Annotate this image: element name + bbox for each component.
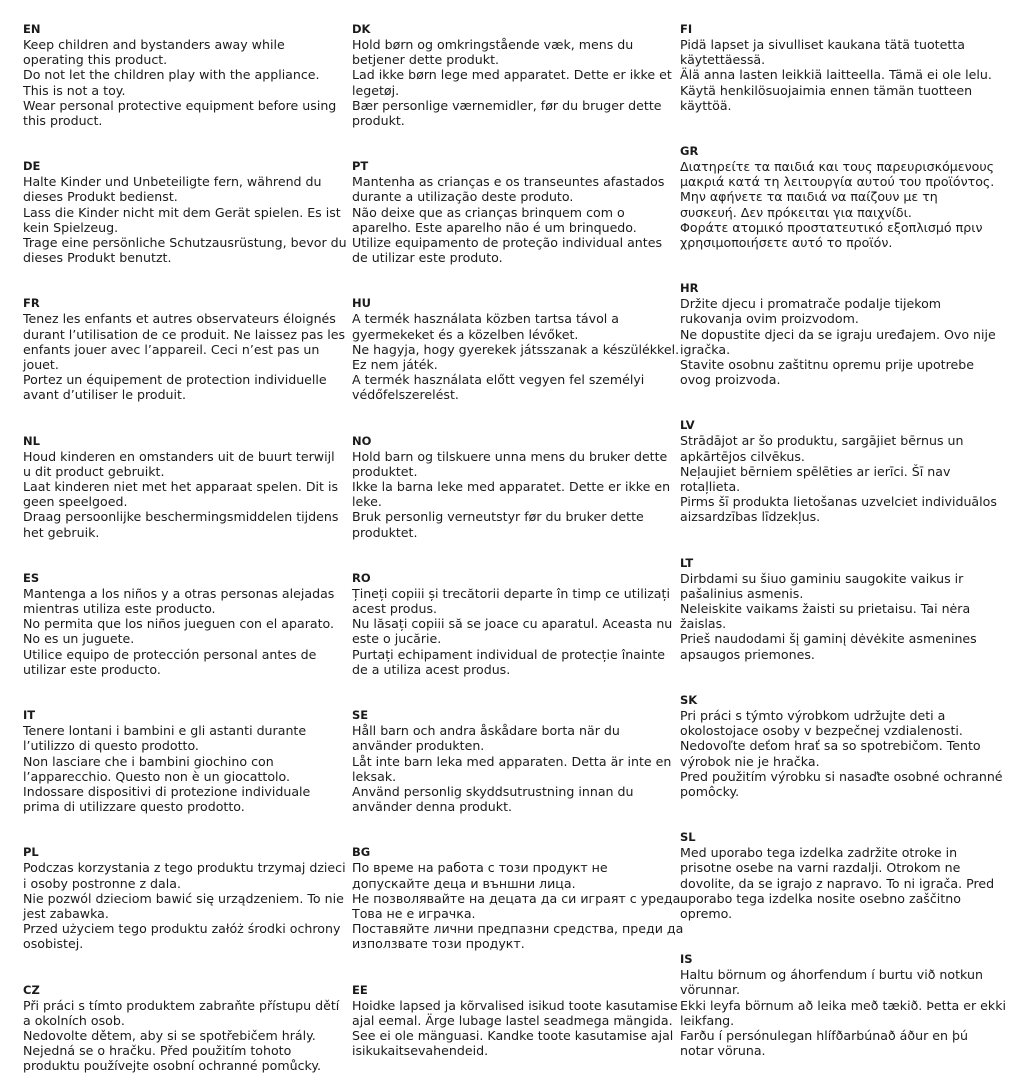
warning-section-sk <box>680 693 1010 799</box>
warning-line: dieses Produkt bedienst. <box>23 189 178 205</box>
warning-line: vörunnar. <box>680 982 741 998</box>
warning-section-se <box>352 708 674 814</box>
warning-line: Nejedná se o hračku. Před použitím tohoto <box>23 1043 292 1059</box>
language-code: SL <box>680 830 696 845</box>
warning-line: Indossare dispositivi di protezione individuale <box>23 783 311 799</box>
warning-line: Neleiskite vaikams žaisti su prietaisu. Tai nėra <box>680 601 971 617</box>
warning-section-lv <box>680 418 1010 524</box>
warning-line: Tenez les enfants et autres observateurs éloignés <box>23 311 336 327</box>
warning-section-sl <box>680 830 1010 921</box>
warning-line: No permita que los niños jueguen con el aparato. <box>23 616 335 632</box>
warning-line: uporabo tega izdelka nosite osebno zaščitno <box>680 890 961 906</box>
warning-line: Mantenha as crianças e os transeuntes afastados <box>352 174 665 190</box>
warning-line: Hoidke lapsed ja kõrvalised isikud toote kasutamise <box>352 997 678 1013</box>
warning-text <box>23 586 345 677</box>
column-2 <box>352 22 685 1059</box>
language-code: DK <box>352 22 371 36</box>
column-3 <box>680 22 1010 1058</box>
warning-line: Houd kinderen en omstanders uit de buurt terwijl <box>23 448 335 464</box>
warning-line: Trage eine persönliche Schutzausrüstung, bevor du <box>23 235 347 251</box>
warning-section-pt <box>352 159 674 265</box>
warning-line: Neļaujiet bērniem spēlēties ar ierīci. Šī nav <box>680 463 951 479</box>
warning-line: legetøj. <box>352 82 400 98</box>
warning-section-lt <box>680 556 1010 662</box>
warning-section-cz <box>23 983 345 1074</box>
warning-line: Låt inte barn leka med apparaten. Detta är inte en <box>352 753 672 769</box>
warning-line: apsaugos priemones. <box>680 646 815 662</box>
warning-line: μακριά κατά τη λειτουργία αυτού του προϊόντος. <box>680 174 995 190</box>
warning-line: notar vöruna. <box>680 1043 766 1059</box>
language-code: NO <box>352 433 372 448</box>
warning-text <box>680 37 1010 113</box>
warning-section-pl <box>23 845 345 951</box>
warning-line: produkt. <box>352 113 405 129</box>
warning-line: isikukaitsevahendeid. <box>352 1043 489 1059</box>
warning-text <box>680 433 1010 524</box>
warning-line: Ez nem játék. <box>352 357 438 373</box>
warning-section-es <box>23 571 345 677</box>
warning-line: Nu lăsați copiii să se joace cu aparatul. Aceasta nu <box>352 616 673 632</box>
warning-text <box>23 37 345 128</box>
warning-line: de a utiliza acest produs. <box>352 661 511 677</box>
warning-line: Bær personlige værnemidler, før du bruger dette <box>352 97 662 113</box>
warning-text <box>352 723 674 814</box>
warning-line: Utilize equipamento de proteção individual antes <box>352 235 663 251</box>
language-code: HR <box>680 281 699 296</box>
warning-line: osobistej. <box>23 936 84 952</box>
warning-text <box>23 998 345 1074</box>
language-code: FR <box>23 296 40 311</box>
warning-line: jest zabawka. <box>23 905 109 921</box>
language-code: DE <box>23 159 41 174</box>
warning-line: Hold barn og tilskuere unna mens du bruker dette <box>352 448 668 464</box>
warning-section-hr <box>680 281 1010 387</box>
warning-line: A termék használata közben tartsa távol a <box>352 311 619 327</box>
warning-line: Țineți copiii și trecătorii departe în timp ce utilizați <box>352 585 670 601</box>
language-code: IT <box>23 708 36 723</box>
warning-line: prisotne osebe na varni razdalji. Otrokom ne <box>680 860 961 876</box>
warning-line: acest produs. <box>352 601 438 617</box>
warning-line: rotaļlieta. <box>680 479 741 495</box>
warning-line: produktu používejte osobní ochranné pomůcky. <box>23 1058 322 1074</box>
warning-line: Ne hagyja, hogy gyerekek játsszanak a készülékkel. <box>352 341 680 357</box>
warning-text <box>680 708 1010 799</box>
warning-line: u dit product gebruikt. <box>23 463 165 479</box>
warning-line: aizsardzības līdzekļus. <box>680 509 821 525</box>
warning-line: Do not let the children play with the appliance. <box>23 67 320 83</box>
warning-line: Purtați echipament individual de protecție înainte <box>352 646 666 662</box>
warning-line: Portez un équipement de protection individuelle <box>23 372 327 388</box>
warning-section-no <box>352 434 674 540</box>
warning-line: výrobok nie je hračka. <box>680 753 820 769</box>
warning-line: Pidä lapset ja sivulliset kaukana tätä tuotetta <box>680 37 965 52</box>
warning-line: igračka. <box>680 341 731 357</box>
language-code: IS <box>680 952 693 967</box>
warning-line: Това не е играчка. <box>352 905 476 921</box>
warning-text <box>23 311 345 402</box>
warning-line: Ikke la barna leke med apparatet. Dette er ikke en <box>352 479 671 495</box>
warning-text <box>352 174 674 265</box>
warning-line: Tenere lontani i bambini e gli astanti durante <box>23 723 307 739</box>
warning-line: Držite djecu i promatrače podalje tijekom <box>680 296 942 312</box>
warning-section-en <box>23 22 345 128</box>
warning-text <box>23 860 345 951</box>
warning-line: apkārtējos cilvēkus. <box>680 448 805 464</box>
warning-line: Utilice equipo de protección personal antes de <box>23 646 317 662</box>
warning-line: A termék használata előtt vegyen fel személyi <box>352 372 645 388</box>
warning-section-nl <box>23 434 345 540</box>
warning-line: No es un juguete. <box>23 631 135 647</box>
warning-line: védőfelszerelést. <box>352 387 459 403</box>
language-code: GR <box>680 144 699 159</box>
warning-line: i osoby postronne z dala. <box>23 875 181 891</box>
warning-line: Non lasciare che i bambini giochino con <box>23 753 274 769</box>
warning-line: Διατηρείτε τα παιδιά και τους παρευρισκόμενους <box>680 159 995 175</box>
warning-line: Przed użyciem tego produktu załóż środki ochrony <box>23 921 341 937</box>
warning-line: Hold børn og omkringstående væk, mens du <box>352 37 634 52</box>
warning-line: използвате този продукт. <box>352 936 525 952</box>
warning-line: l’utilizzo di questo prodotto. <box>23 738 199 754</box>
warning-line: utilizar este producto. <box>23 661 161 677</box>
warning-section-ro <box>352 571 674 677</box>
warning-line: this product. <box>23 113 103 129</box>
language-code: ES <box>23 570 40 585</box>
warning-line: Podczas korzystania z tego produktu trzymaj dzieci <box>23 860 346 876</box>
warning-text <box>352 860 685 952</box>
warning-line: Ekki leyfa börnum að leika með tækið. Þetta er ekki <box>680 997 1007 1013</box>
warning-text <box>680 159 1010 250</box>
warning-line: допускайте деца и външни лица. <box>352 875 576 891</box>
warning-section-gr <box>680 144 1010 250</box>
warning-line: använder denna produkt. <box>352 799 513 815</box>
language-code: EN <box>23 22 41 36</box>
warning-line: mientras utiliza este producto. <box>23 601 216 617</box>
language-code: PT <box>352 159 369 174</box>
warning-line: het gebruik. <box>23 524 100 540</box>
language-code: CZ <box>23 982 40 997</box>
warning-line: Pri práci s týmto výrobkom udržujte deti a <box>680 707 946 723</box>
warning-section-de <box>23 159 345 265</box>
warning-line: produktet. <box>352 524 418 540</box>
warning-line: käytettäessä. <box>680 52 766 68</box>
warning-line: Halte Kinder und Unbeteiligte fern, während du <box>23 174 322 190</box>
warning-line: This is not a toy. <box>23 82 126 98</box>
warning-text <box>352 311 680 403</box>
warning-line: Não deixe que as crianças brinquem com o <box>352 204 625 220</box>
warning-line: Käytä henkilösuojaimia ennen tämän tuotteen <box>680 82 973 98</box>
warning-line: Wear personal protective equipment before using <box>23 97 337 113</box>
warning-line: pašalinius asmenis. <box>680 585 804 601</box>
warning-line: Keep children and bystanders away while <box>23 37 285 52</box>
warning-line: Laat kinderen niet met het apparaat spelen. Dit is <box>23 479 339 495</box>
language-code: FI <box>680 22 693 36</box>
warning-section-fi <box>680 22 1010 113</box>
warning-line: produktet. <box>352 463 418 479</box>
warning-line: Nie pozwól dzieciom bawić się urządzeniem. To nie <box>23 890 344 906</box>
warning-line: este o jucărie. <box>352 631 442 647</box>
warning-line: Nedovolte dětem, aby si se spotřebičem hrály. <box>23 1027 316 1043</box>
warning-line: Ne dopustite djeci da se igraju uređajem. Ovo nije <box>680 326 996 342</box>
warning-text <box>680 571 1010 662</box>
warning-section-dk <box>352 22 674 128</box>
warning-line: geen speelgoed. <box>23 494 128 510</box>
warning-line: leksak. <box>352 768 397 784</box>
language-code: SE <box>352 708 369 723</box>
language-code: EE <box>352 982 368 997</box>
warning-line: Не позволявайте на децата да си играят с уреда. <box>352 890 685 906</box>
warning-line: Haltu börnum og áhorfendum í burtu við notkun <box>680 967 983 983</box>
warning-line: använder produkten. <box>352 738 485 754</box>
warning-line: По време на работа с този продукт не <box>352 860 608 876</box>
warning-line: prima di utilizzare questo prodotto. <box>23 799 245 815</box>
column-1 <box>23 22 345 1074</box>
warning-line: opremo. <box>680 905 733 921</box>
warning-line: Pirms šī produkta lietošanas uzvelciet individuālos <box>680 494 997 510</box>
language-code: NL <box>23 433 40 448</box>
warning-line: okolostojace osoby v bezpečnej vzdialenosti. <box>680 723 963 739</box>
warning-line: kein Spielzeug. <box>23 219 119 235</box>
warning-section-fr <box>23 296 345 402</box>
warning-line: Farðu í persónulegan hlífðarbúnað áður en þú <box>680 1027 968 1043</box>
warning-text <box>23 449 345 540</box>
warning-section-ee <box>352 982 678 1059</box>
warning-line: avant d’utiliser le produit. <box>23 387 186 403</box>
warning-text <box>23 723 345 814</box>
warning-line: Lad ikke børn lege med apparatet. Dette er ikke et <box>352 67 672 83</box>
warning-text <box>352 586 674 677</box>
warning-line: dieses Produkt benutzt. <box>23 250 172 266</box>
warning-line: ajal eemal. Ärge lubage lastel seadmega mängida. <box>352 1012 673 1028</box>
warning-text <box>23 174 345 265</box>
warning-line: Μην αφήνετε τα παιδιά να παίζουν με τη <box>680 189 938 205</box>
warning-line: rukovanja ovim proizvodom. <box>680 311 859 327</box>
warning-line: durant l’utilisation de ce produit. Ne laissez pas les <box>23 326 346 342</box>
warning-line: ovog proizvoda. <box>680 372 781 388</box>
warning-line: Stavite osobnu zaštitnu opremu prije upotrebe <box>680 357 974 373</box>
warning-line: Mantenga a los niños y a otras personas alejadas <box>23 585 335 601</box>
warning-line: Φοράτε ατομικό προστατευτικό εξοπλισμό πριν <box>680 219 983 235</box>
warning-line: l’apparecchio. Questo non è un giocattolo. <box>23 768 291 784</box>
warning-line: durante a utilização deste produto. <box>352 189 574 205</box>
language-code: BG <box>352 845 371 860</box>
warning-section-it <box>23 708 345 814</box>
warning-line: enfants jouer avec l’appareil. Ceci n’est pas un <box>23 341 320 357</box>
language-code: PL <box>23 845 39 860</box>
warning-line: Med uporabo tega izdelka zadržite otroke in <box>680 845 958 861</box>
warning-line: Поставяйте лични предпазни средства, преди да <box>352 921 684 937</box>
warning-line: Prieš naudodami šį gaminį dėvėkite asmenines <box>680 631 977 647</box>
warning-line: Älä anna lasten leikkiä laitteella. Tämä ei ole lelu. <box>680 67 992 83</box>
warning-line: Bruk personlig verneutstyr før du bruker dette <box>352 509 644 525</box>
warning-text <box>680 296 1010 387</box>
warning-section-is <box>680 952 1010 1058</box>
language-code: SK <box>680 692 698 707</box>
warning-line: leikfang. <box>680 1012 735 1028</box>
warning-text <box>352 997 678 1059</box>
warning-line: See ei ole mänguasi. Kandke toote kasutamise ajal <box>352 1027 674 1043</box>
warning-line: συσκευή. Δεν πρόκειται για παιχνίδι. <box>680 204 912 220</box>
warning-line: jouet. <box>23 357 59 373</box>
warning-section-bg <box>352 845 685 952</box>
warning-line: aparelho. Este aparelho não é um brinquedo. <box>352 219 637 235</box>
warning-line: Använd personlig skyddsutrustning innan du <box>352 783 634 799</box>
language-code: LV <box>680 418 695 433</box>
warning-line: Nedovoľte deťom hrať sa so spotrebičom. Tento <box>680 738 981 754</box>
warning-line: dovolite, da se igrajo z napravo. To ni igrača. Pred <box>680 875 995 891</box>
language-code: LT <box>680 555 694 570</box>
warning-line: Strādājot ar šo produktu, sargājiet bērnus un <box>680 433 964 449</box>
warning-line: χρησιμοποιήσετε αυτό το προϊόν. <box>680 235 893 251</box>
language-code: RO <box>352 570 371 585</box>
warning-line: Pred použitím výrobku si nasaďte osobné ochranné <box>680 768 1003 784</box>
warning-line: pomôcky. <box>680 783 740 799</box>
warning-line: leke. <box>352 494 382 510</box>
warning-line: Draag persoonlijke beschermingsmiddelen tijdens <box>23 509 339 525</box>
warning-text <box>680 967 1010 1058</box>
warning-line: a okolních osob. <box>23 1012 125 1028</box>
warning-line: Dirbdami su šiuo gaminiu saugokite vaikus ir <box>680 570 964 586</box>
warning-line: Při práci s tímto produktem zabraňte přístupu dětí <box>23 997 340 1013</box>
warning-line: Håll barn och andra åskådare borta när du <box>352 723 620 739</box>
language-code: HU <box>352 296 371 311</box>
warning-text <box>352 37 674 128</box>
warning-line: žaislas. <box>680 616 727 632</box>
warning-line: de utilizar este produto. <box>352 250 503 266</box>
warning-line: käyttöä. <box>680 97 732 113</box>
warning-section-hu <box>352 296 680 403</box>
warning-line: Lass die Kinder nicht mit dem Gerät spielen. Es ist <box>23 204 341 220</box>
warning-text <box>352 449 674 540</box>
warning-text <box>680 845 1010 921</box>
warning-line: operating this product. <box>23 52 168 68</box>
warning-line: betjener dette produkt. <box>352 52 500 68</box>
warning-line: gyermekeket és a közelben lévőket. <box>352 326 579 342</box>
